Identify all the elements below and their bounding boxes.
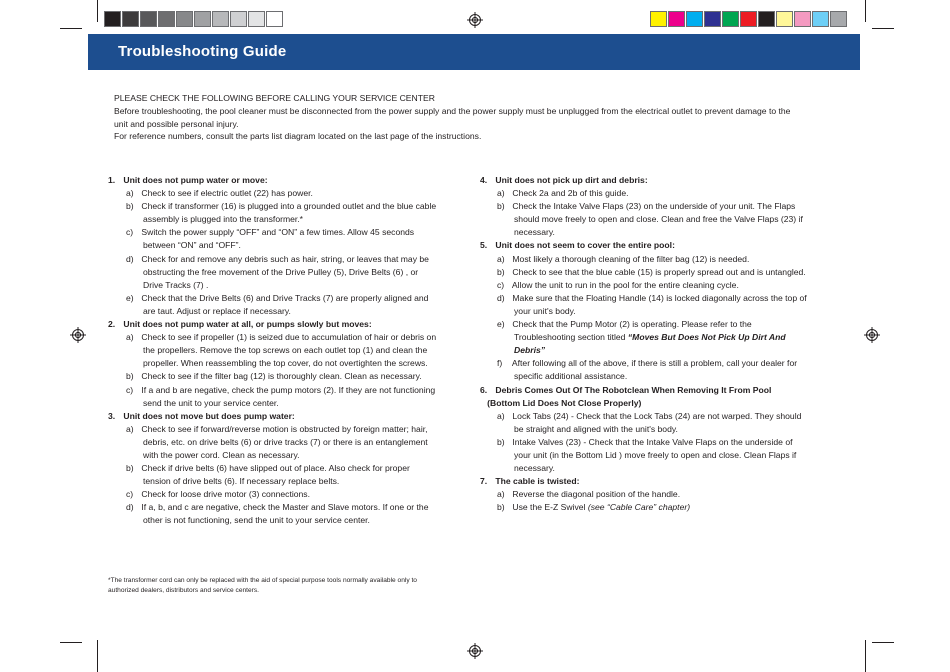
gray-swatch xyxy=(158,11,175,27)
color-swatch xyxy=(812,11,829,27)
right-column xyxy=(480,174,840,514)
gray-swatch xyxy=(212,11,229,27)
gray-swatch xyxy=(194,11,211,27)
crop-mark xyxy=(97,640,98,672)
intro-text: unit and possible personal injury. xyxy=(114,118,239,129)
grayscale-color-bar xyxy=(104,11,284,29)
list-item: a) Check to see if electric outlet (22) has power. xyxy=(126,188,313,199)
list-item: b) Check if transformer (16) is plugged into a grounded outlet and the blue cable assembly is plugged into the transformer.* xyxy=(126,201,437,225)
color-swatch xyxy=(740,11,757,27)
gray-swatch xyxy=(230,11,247,27)
list-item: d) Check for and remove any debris such as hair, string, or leaves that may be obstructing the free movement of the Drive Pulley (5), Drive Belts (6) , or Drive Tracks (7) . xyxy=(126,253,429,290)
list-item: b) Check to see that the blue cable (15) is properly spread out and is untangled. xyxy=(497,266,806,277)
list-item: a) Reverse the diagonal position of the handle. xyxy=(497,489,681,500)
crop-mark xyxy=(872,642,894,643)
registration-mark-icon xyxy=(70,327,86,343)
list-item: a) Most likely a thorough cleaning of the filter bag (12) is needed. xyxy=(497,253,750,264)
gray-swatch xyxy=(104,11,121,27)
color-swatch xyxy=(722,11,739,27)
intro-heading: PLEASE CHECK THE FOLLOWING BEFORE CALLING YOUR SERVICE CENTER xyxy=(114,93,435,103)
list-item: a) Lock Tabs (24) - Check that the Lock Tabs (24) are not warped. They should be straight and aligned with the unit's body. xyxy=(497,410,802,434)
list-item: e) Check that the Pump Motor (2) is operating. Please refer to the Troubleshooting section titled “Moves But Does Not Pick Up Dirt And Debris” xyxy=(497,319,786,356)
gray-swatch xyxy=(140,11,157,27)
crop-mark xyxy=(865,640,866,672)
list-item: c) Allow the unit to run in the pool for the entire cleaning cycle. xyxy=(497,279,739,290)
section-heading: 1. Unit does not pump water or move: xyxy=(108,175,268,185)
color-swatch xyxy=(686,11,703,27)
left-column xyxy=(108,174,468,528)
list-item: c) Check for loose drive motor (3) connections. xyxy=(126,489,310,500)
header-bar xyxy=(88,34,860,70)
gray-swatch xyxy=(122,11,139,27)
list-item: c) If a and b are negative, check the pump motors (2). If they are not functioning send the unit to your service center. xyxy=(126,384,436,408)
page-title: Troubleshooting Guide xyxy=(118,43,287,60)
color-swatch xyxy=(776,11,793,27)
list-item: e) Check that the Drive Belts (6) and Drive Tracks (7) are properly aligned and are taut. Adjust or replace if necessary. xyxy=(126,292,429,316)
section-heading: 3. Unit does not move but does pump water: xyxy=(108,410,295,421)
registration-mark-icon xyxy=(864,327,880,343)
color-swatch xyxy=(794,11,811,27)
color-swatch xyxy=(758,11,775,27)
list-item: b) Check if drive belts (6) have slipped out of place. Also check for proper tension of drive belts (6). If necessary replace belts. xyxy=(126,463,410,487)
intro-notice xyxy=(114,92,854,143)
color-swatch xyxy=(650,11,667,27)
intro-text: Before troubleshooting, the pool cleaner must be disconnected from the power supply and the power supply must be unplugged from the electrical outlet to prevent damage to the xyxy=(114,105,791,116)
color-swatch xyxy=(830,11,847,27)
process-color-bar xyxy=(650,11,848,29)
list-item: c) Switch the power supply “OFF” and “ON” a few times. Allow 45 seconds between “ON” and “OFF”. xyxy=(126,227,415,251)
list-item: a) Check to see if forward/reverse motion is obstructed by foreign matter; hair, debris, etc. on drive belts (6) or drive tracks (7) or there is an entanglement with the power cord. Clean as necessary. xyxy=(126,423,428,460)
footnote: *The transformer cord can only be replaced with the aid of special purpose tools normally available only to authorized dealers, distributors and service centers. xyxy=(108,577,417,594)
list-item: a) Check to see if propeller (1) is seized due to accumulation of hair or debris on the propellers. Remove the top screws on each outlet top (1) and clean the propeller. When reassembling the top cover, do not overtighten the screws. xyxy=(126,332,437,369)
list-item: d) If a, b, and c are negative, check the Master and Slave motors. If one or the other is not functioning, send the unit to your service center. xyxy=(126,502,429,526)
list-item: b) Use the E-Z Swivel (see “Cable Care” chapter) xyxy=(497,502,691,513)
crop-mark xyxy=(872,28,894,29)
gray-swatch xyxy=(248,11,265,27)
list-item: d) Make sure that the Floating Handle (14) is locked diagonally across the top of your unit's body. xyxy=(497,292,807,316)
section-heading: 2. Unit does not pump water at all, or pumps slowly but moves: xyxy=(108,319,372,330)
crop-mark xyxy=(60,642,82,643)
intro-text: For reference numbers, consult the parts list diagram located on the last page of the instructions. xyxy=(114,131,482,142)
gray-swatch xyxy=(176,11,193,27)
color-swatch xyxy=(668,11,685,27)
crop-mark xyxy=(865,0,866,22)
section-heading: 6. Debris Comes Out Of The Robotclean When Removing It From Pool (Bottom Lid Does Not Close Properly) xyxy=(480,384,772,408)
registration-mark-icon xyxy=(467,12,483,28)
crop-mark xyxy=(60,28,82,29)
section-heading: 5. Unit does not seem to cover the entire pool: xyxy=(480,240,675,251)
list-item: b) Check to see if the filter bag (12) is thoroughly clean. Clean as necessary. xyxy=(126,371,422,382)
list-item: b) Intake Valves (23) - Check that the Intake Valve Flaps on the underside of your unit (in the Bottom Lid ) move freely to open and close. Clean Flaps if necessary. xyxy=(497,436,797,474)
crop-mark xyxy=(97,0,98,22)
list-item: f) After following all of the above, if there is still a problem, call your dealer for specific additional assistance. xyxy=(497,358,798,382)
list-item: b) Check the Intake Valve Flaps (23) on the underside of your unit. The Flaps should move freely to open and close. Clean and free the Valve Flaps (23) if necessary. xyxy=(497,201,803,238)
section-heading: 4. Unit does not pick up dirt and debris: xyxy=(480,175,648,185)
list-item: a) Check 2a and 2b of this guide. xyxy=(497,188,629,199)
registration-mark-icon xyxy=(467,643,483,659)
section-heading: 7. The cable is twisted: xyxy=(480,476,580,487)
color-swatch xyxy=(704,11,721,27)
gray-swatch xyxy=(266,11,283,27)
